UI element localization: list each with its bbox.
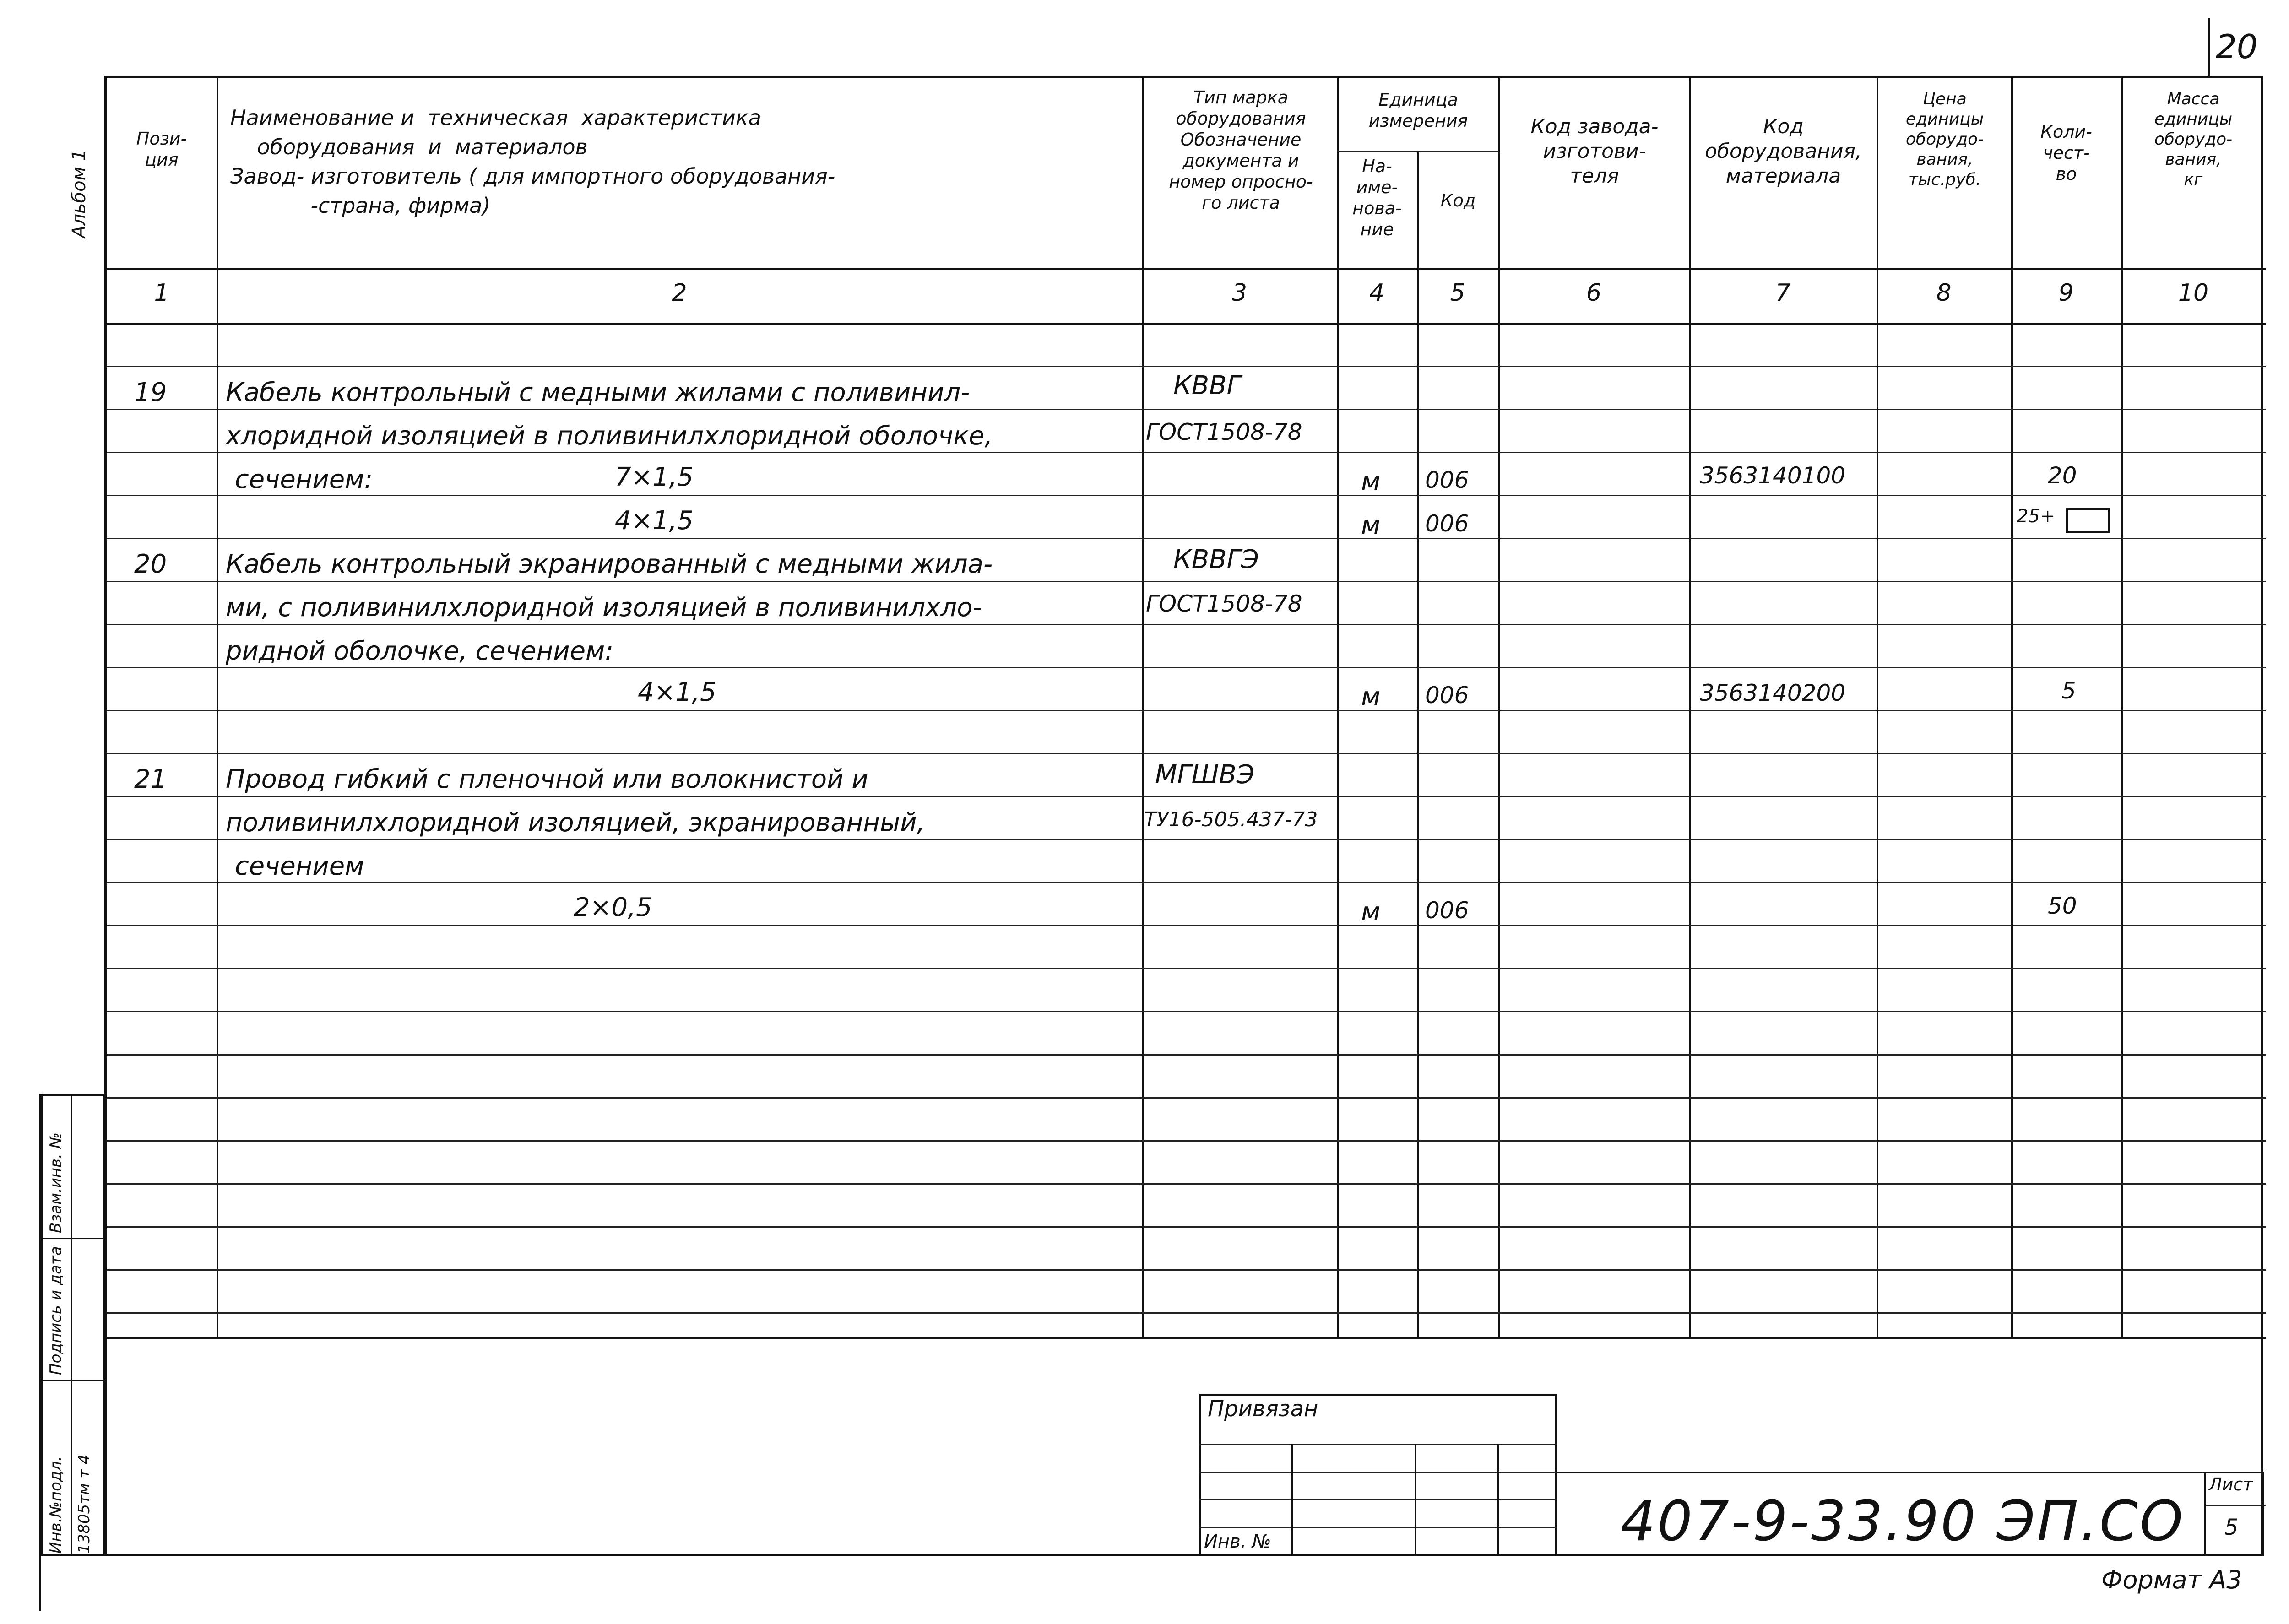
title-block-line (1557, 1472, 2264, 1473)
row-19-code-1: 006 (1425, 467, 1469, 493)
header-type: Тип марка оборудования Обозначение документа и номер опросно- го листа (1169, 87, 1313, 213)
row-20-position: 20 (134, 549, 167, 579)
row-20-size: 4×1,5 (638, 677, 716, 707)
colnum-2: 2 (672, 279, 687, 307)
colnum-10: 10 (2178, 279, 2209, 307)
col-divider-6 (1689, 78, 1691, 1337)
row-20-material-code: 3563140200 (1700, 680, 1846, 706)
stamp-inv-label: Инв. № (1204, 1531, 1271, 1552)
colnum-7: 7 (1775, 279, 1791, 307)
colnum-8: 8 (1936, 279, 1952, 307)
sidebar-inv-podl-value: 13805тм т 4 (75, 1454, 93, 1554)
table-row-line (107, 1183, 2266, 1185)
col-divider-8 (2011, 78, 2013, 1337)
row-19-name-3: сечением: (235, 465, 373, 494)
header-unit: Единица измерения (1368, 90, 1468, 131)
row-19-material-code: 3563140100 (1700, 462, 1846, 489)
table-row-line (107, 366, 2266, 367)
header-unit-code: Код (1440, 190, 1476, 211)
approval-sidebar (41, 1094, 105, 1556)
row-20-name-1: Кабель контрольный экранированный с медными жила- (226, 549, 993, 579)
header-quantity: Коли- чест- во (2040, 122, 2092, 184)
row-20-unit: м (1361, 682, 1381, 712)
stamp-col-2 (1415, 1444, 1416, 1556)
row-20-standard: ГОСТ1508-78 (1146, 590, 1302, 617)
sheet-list-label: Лист (2209, 1474, 2253, 1494)
colnum-6: 6 (1586, 279, 1602, 307)
header-bottom-line (107, 268, 2266, 270)
table-row-line (107, 968, 2266, 969)
table-row-line (107, 1011, 2266, 1012)
col-divider-9 (2121, 78, 2123, 1337)
sheet-list-box (2204, 1472, 2264, 1556)
colnum-9: 9 (2058, 279, 2074, 307)
sidebar-inv-podl: Инв.№подл. (47, 1456, 65, 1554)
header-position: Пози- ция (136, 129, 187, 170)
quantity-correction-box (2066, 508, 2110, 533)
row-20-type: КВВГЭ (1173, 545, 1259, 574)
row-19-size-2: 4×1,5 (615, 506, 694, 536)
table-row-line (107, 1140, 2266, 1142)
sidebar-vzam: Взам.инв. № (47, 1132, 65, 1233)
colnum-3: 3 (1231, 279, 1248, 307)
stamp-col-1 (1291, 1444, 1293, 1556)
header-unit-name: На- име- нова- ние (1352, 156, 1402, 239)
stamp-line-3 (1199, 1499, 1557, 1500)
col-divider-1 (217, 78, 218, 1337)
header-plant-code: Код завода- изготови- теля (1530, 115, 1659, 188)
row-21-position: 21 (134, 764, 167, 794)
stamp-line-4 (1199, 1527, 1557, 1528)
table-row-line (107, 624, 2266, 625)
header-name: Наименование и техническая характеристика оборудования и материалов Завод- изготовитель ( для импортного оборудования- -страна, фирма) (230, 105, 835, 218)
row-19-standard: ГОСТ1508-78 (1146, 419, 1302, 445)
table-row-line (107, 538, 2266, 539)
col-divider-5 (1498, 78, 1500, 1337)
sheet-list-value: 5 (2224, 1515, 2239, 1540)
table-row-line (107, 452, 2266, 453)
row-21-code: 006 (1425, 897, 1469, 924)
row-21-name-2: поливинилхлоридной изоляцией, экранированный, (226, 808, 925, 838)
row-19-code-2: 006 (1425, 510, 1469, 537)
row-19-unit-2: м (1361, 510, 1381, 540)
sidebar-signature: Подпись и дата (47, 1246, 65, 1375)
sheet-number: 20 (2216, 27, 2258, 66)
table-row-line (107, 882, 2266, 883)
binding-stamp-label: Привязан (1208, 1396, 1318, 1422)
sidebar-divider (71, 1096, 72, 1554)
row-19-name-2: хлоридной изоляцией в поливинилхлоридной оболочке, (226, 421, 993, 451)
header-material-code: Код оборудования, материала (1705, 115, 1862, 188)
row-20-quantity: 5 (2061, 677, 2076, 704)
header-mass: Масса единицы оборудо- вания, кг (2154, 90, 2233, 189)
col-divider-7 (1877, 78, 1878, 1337)
row-19-size-1: 7×1,5 (615, 462, 694, 492)
row-19-name-1: Кабель контрольный с медными жилами с поливинил- (226, 378, 970, 407)
table-row-line (107, 1269, 2266, 1271)
sidebar-row-1 (43, 1238, 103, 1239)
table-row-line (107, 409, 2266, 410)
table-row-line (107, 753, 2266, 754)
header-price: Цена единицы оборудо- вания, тыс.руб. (1905, 90, 1984, 189)
format-label: Формат А3 (2101, 1565, 2242, 1594)
table-row-line (107, 839, 2266, 840)
unit-subheader-line (1337, 151, 1498, 152)
row-20-name-2: ми, с поливинилхлоридной изоляцией в поливинилхло- (226, 593, 982, 623)
row-21-standard: ТУ16-505.437-73 (1144, 808, 1318, 831)
stamp-col-3 (1497, 1444, 1499, 1556)
table-row-line (107, 925, 2266, 926)
table-row-line (107, 1312, 2266, 1314)
album-label: Альбом 1 (69, 149, 90, 238)
table-row-line (107, 1054, 2266, 1056)
table-row-line (107, 667, 2266, 668)
row-21-name-1: Провод гибкий с пленочной или волокнистой и (226, 764, 868, 794)
row-21-unit: м (1361, 897, 1381, 927)
colnum-1: 1 (154, 279, 169, 307)
row-19-quantity-2: 25+ (2017, 506, 2056, 527)
row-19-unit-1: м (1361, 467, 1381, 497)
table-row-line (107, 796, 2266, 797)
row-21-name-3: сечением (235, 851, 364, 881)
row-19-quantity-1: 20 (2048, 462, 2077, 489)
document-designation: 407-9-33.90 ЭП.СО (1621, 1490, 2185, 1554)
sidebar-row-2 (43, 1380, 103, 1381)
sidebar-outer-rule (39, 1094, 41, 1611)
col-divider-4 (1417, 151, 1419, 1337)
table-row-line (107, 1097, 2266, 1099)
colnum-5: 5 (1450, 279, 1465, 307)
stamp-line-1 (1199, 1444, 1557, 1445)
row-19-type: КВВГ (1173, 371, 1241, 401)
col-divider-3 (1337, 78, 1339, 1337)
row-21-quantity: 50 (2048, 893, 2077, 919)
row-19-position: 19 (134, 378, 167, 407)
table-row-line (107, 581, 2266, 582)
colnum-bottom-line (107, 323, 2266, 325)
binding-stamp (1199, 1394, 1557, 1556)
col-divider-2 (1142, 78, 1144, 1337)
sheet-list-divider (2206, 1505, 2266, 1506)
row-21-type: МГШВЭ (1155, 760, 1254, 790)
colnum-4: 4 (1369, 279, 1385, 307)
table-bottom-line (107, 1337, 2266, 1339)
row-20-name-3: ридной оболочке, сечением: (226, 636, 614, 666)
table-row-line (107, 710, 2266, 711)
row-21-size: 2×0,5 (574, 893, 652, 922)
table-row-line (107, 495, 2266, 496)
stamp-line-2 (1199, 1472, 1557, 1473)
table-row-line (107, 1226, 2266, 1228)
spec-table-frame (104, 76, 2263, 1556)
row-20-code: 006 (1425, 682, 1469, 709)
sheet-number-rule (2208, 18, 2210, 78)
